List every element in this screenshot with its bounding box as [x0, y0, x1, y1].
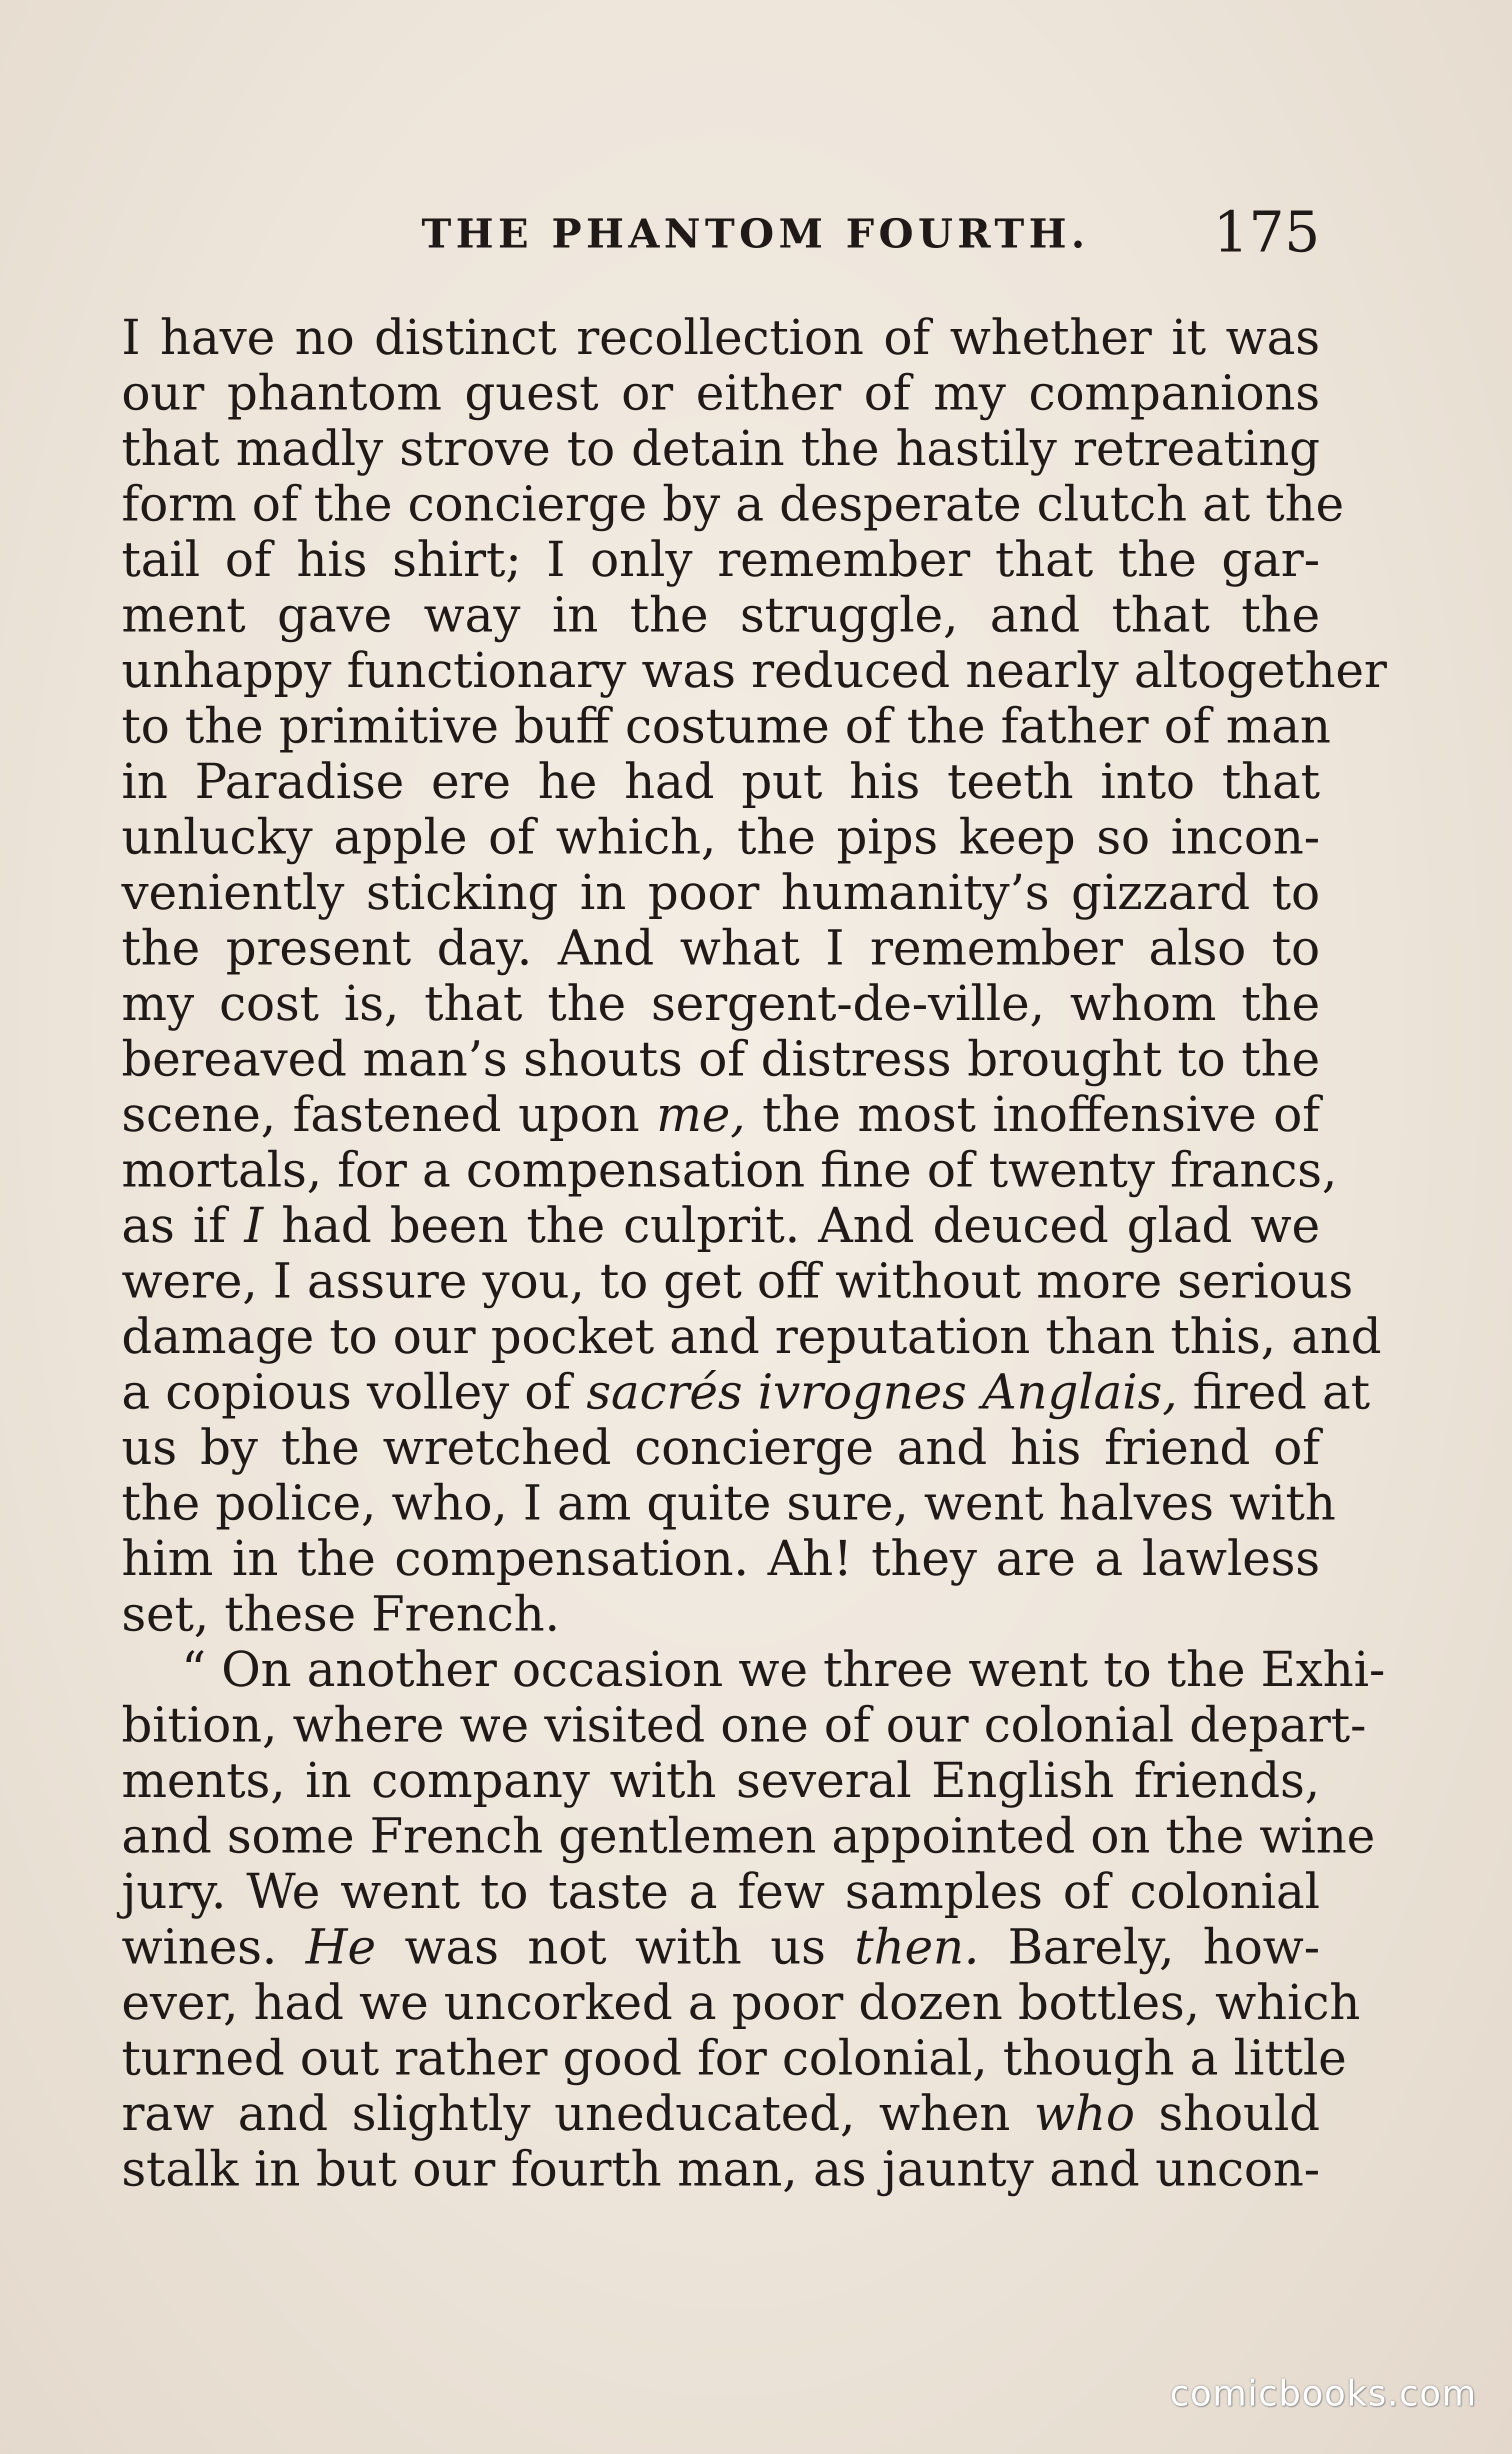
watermark-logo: comicbooks.com: [1170, 2373, 1477, 2414]
text-segment: as if: [122, 1198, 244, 1254]
text-segment: to the primitive buff costume of the father of man: [122, 698, 1331, 754]
text-line: [122, 810, 1320, 865]
italic-text: then.: [854, 1919, 980, 1975]
text-line: [122, 2086, 1320, 2142]
text-line: [122, 1920, 1320, 1975]
text-segment: veniently sticking in poor humanity’s gizzard to: [122, 864, 1320, 920]
text-segment: Barely, how-: [979, 1919, 1320, 1975]
text-line: [122, 1642, 1386, 1698]
text-line: [122, 366, 1320, 421]
text-segment: form of the concierge by a desperate clutch at the: [122, 476, 1344, 532]
text-line: [122, 642, 1387, 698]
text-line: [122, 476, 1344, 532]
running-head: [122, 200, 1320, 265]
text-line: [122, 976, 1320, 1032]
text-segment: fired at: [1178, 1364, 1370, 1420]
text-line: [122, 1753, 1320, 1808]
text-segment: scene, fastened upon: [122, 1086, 656, 1142]
text-line: [122, 754, 1320, 810]
text-line: [122, 1420, 1320, 1476]
text-segment: should: [1134, 2086, 1320, 2142]
text-segment: stalk in but our fourth man, as jaunty and uncon-: [122, 2141, 1320, 2197]
text-line: [122, 532, 1320, 588]
text-line: [122, 1308, 1382, 1364]
text-segment: ments, in company with several English friends,: [122, 1752, 1320, 1808]
text-line: [122, 698, 1331, 754]
text-segment: ment gave way in the struggle, and that the: [122, 587, 1320, 643]
text-line: [122, 1198, 1320, 1254]
italic-text: sacrés ivrognes Anglais,: [586, 1364, 1178, 1420]
text-line: [122, 1697, 1366, 1753]
text-segment: a copious volley of: [122, 1364, 586, 1420]
italic-text: who: [1034, 2086, 1135, 2142]
text-segment: wines.: [122, 1919, 306, 1975]
text-segment: ever, had we uncorked a poor dozen bottles, which: [122, 1974, 1360, 2030]
text-segment: was not with us: [376, 1919, 854, 1975]
text-segment: him in the compensation. Ah! they are a lawless: [122, 1530, 1320, 1586]
text-line: [122, 1253, 1354, 1309]
text-line: [122, 1808, 1376, 1864]
text-line: [122, 865, 1320, 920]
text-segment: the police, who, I am quite sure, went halves with: [122, 1475, 1336, 1531]
italic-text: He: [306, 1919, 376, 1975]
text-line: [122, 1142, 1338, 1198]
text-line: [122, 1531, 1320, 1586]
text-line: [122, 2030, 1347, 2086]
text-line: [122, 920, 1320, 976]
text-segment: were, I assure you, to get off without more serious: [122, 1253, 1354, 1309]
text-line: [122, 310, 1320, 366]
italic-text: I: [244, 1198, 264, 1254]
text-line: [122, 1087, 1320, 1142]
text-segment: bereaved man’s shouts of distress brought to the: [122, 1031, 1320, 1087]
running-title: THE PHANTOM FOURTH.: [422, 210, 1090, 257]
italic-text: me,: [656, 1086, 746, 1142]
body-text: [122, 310, 1387, 2197]
text-segment: us by the wretched concierge and his friend of: [122, 1420, 1320, 1476]
text-line: [122, 421, 1320, 476]
text-segment: had been the culprit. And deuced glad we: [263, 1198, 1320, 1254]
text-segment: mortals, for a compensation fine of twenty francs,: [122, 1142, 1338, 1198]
text-segment: my cost is, that the sergent-de-ville, whom the: [122, 976, 1320, 1032]
page-number: 175: [1213, 200, 1320, 265]
text-segment: damage to our pocket and reputation than this, and: [122, 1308, 1382, 1364]
text-segment: that madly strove to detain the hastily retreating: [122, 420, 1320, 476]
text-segment: unhappy functionary was reduced nearly altogether: [122, 642, 1387, 698]
text-segment: the most inoffensive of: [746, 1086, 1320, 1142]
text-segment: “ On another occasion we three went to the Exhi-: [182, 1642, 1386, 1698]
text-line: [122, 2142, 1320, 2197]
text-line: [122, 1864, 1320, 1920]
text-line: [122, 1364, 1370, 1420]
text-segment: our phantom guest or either of my companions: [122, 365, 1320, 421]
text-line: [122, 1032, 1320, 1087]
text-segment: turned out rather good for colonial, though a little: [122, 2030, 1347, 2086]
text-segment: set, these French.: [122, 1586, 560, 1642]
text-line: [122, 588, 1320, 643]
text-segment: and some French gentlemen appointed on the wine: [122, 1808, 1376, 1864]
text-segment: I have no distinct recollection of whether it was: [122, 310, 1320, 366]
text-segment: jury. We went to taste a few samples of colonial: [122, 1864, 1320, 1920]
text-segment: tail of his shirt; I only remember that the gar-: [122, 532, 1320, 588]
text-segment: the present day. And what I remember also to: [122, 920, 1320, 976]
text-line: [122, 1974, 1360, 2030]
text-line: [122, 1586, 1320, 1642]
text-segment: bition, where we visited one of our colonial depart-: [122, 1697, 1366, 1753]
text-segment: unlucky apple of which, the pips keep so incon-: [122, 809, 1320, 865]
text-line: [122, 1475, 1336, 1531]
text-segment: raw and slightly uneducated, when: [122, 2086, 1034, 2142]
text-segment: in Paradise ere he had put his teeth into that: [122, 754, 1320, 810]
